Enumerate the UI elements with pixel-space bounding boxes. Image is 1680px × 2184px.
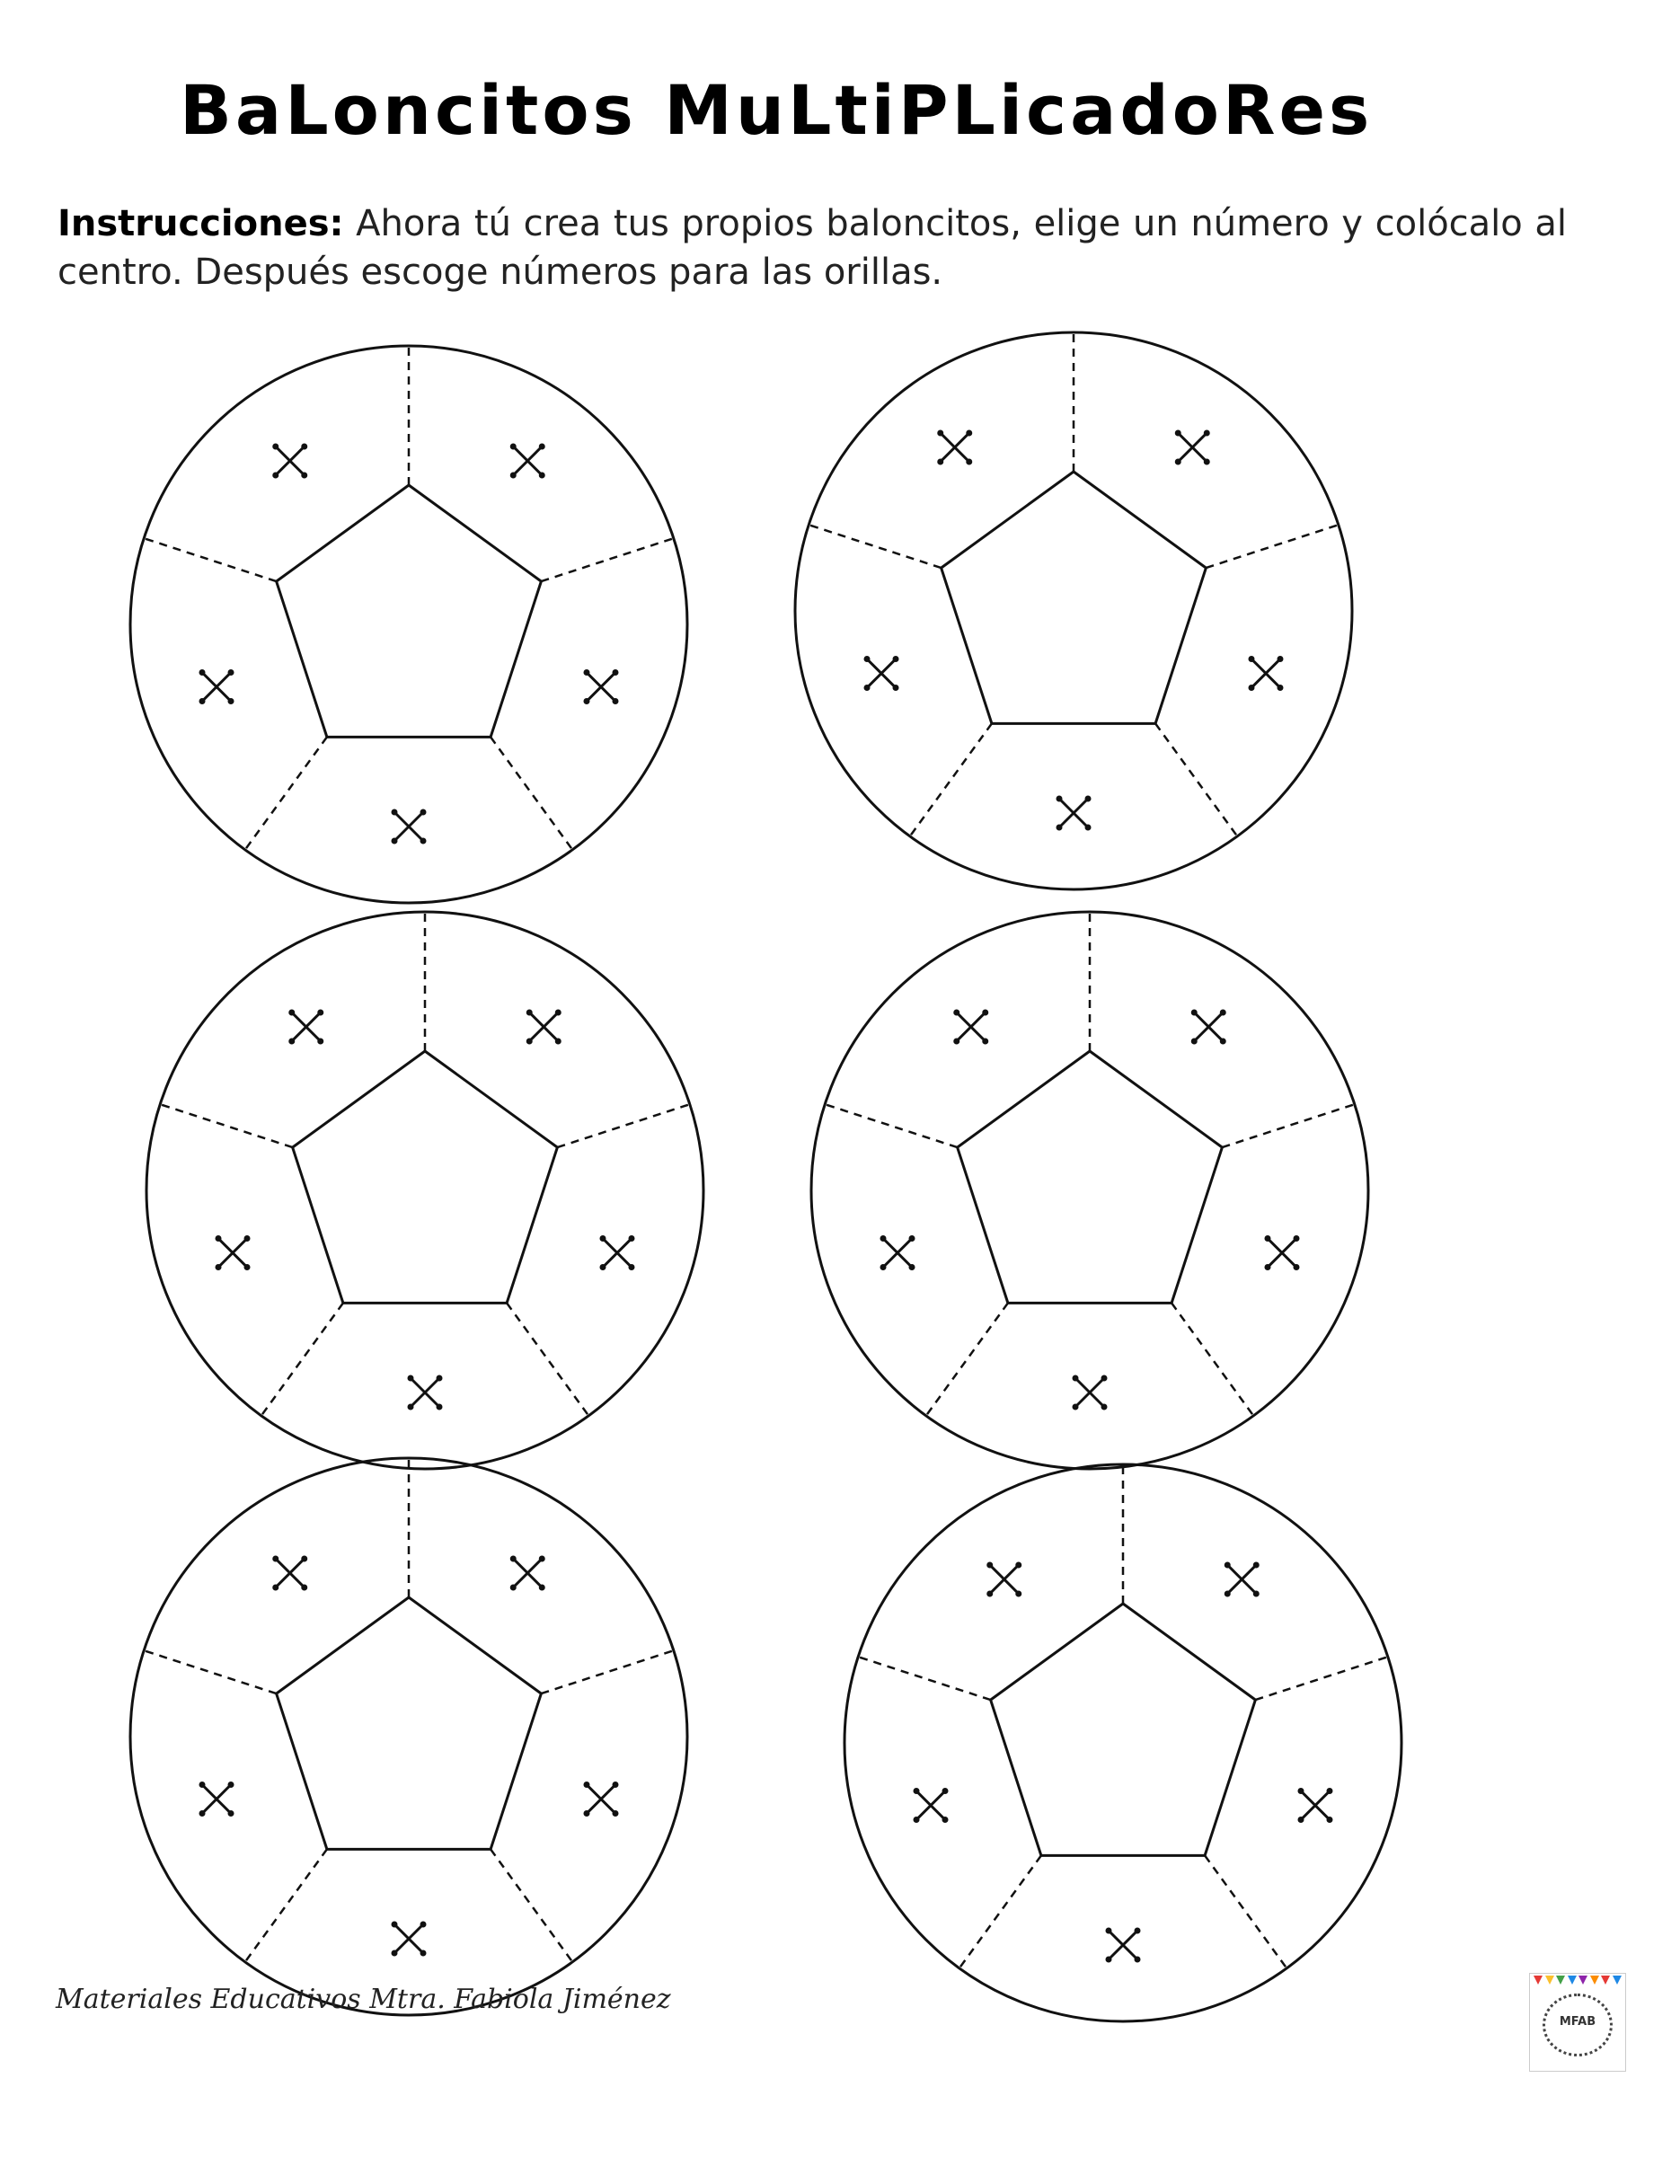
ball-outline [844, 1464, 1401, 2021]
times-sign-icon [1175, 429, 1210, 464]
times-dot [942, 1817, 949, 1823]
dashed-divider [162, 1105, 293, 1147]
ball-3 [142, 907, 708, 1473]
times-dot [1264, 1235, 1270, 1242]
times-dot [199, 1782, 206, 1788]
times-dot [228, 698, 234, 704]
times-dot [555, 1009, 561, 1015]
times-dot [510, 1555, 517, 1561]
ball-outline [795, 332, 1352, 889]
times-dot [420, 809, 427, 816]
times-sign-icon [914, 1788, 949, 1823]
times-dot [1326, 1817, 1332, 1823]
dashed-divider [507, 1303, 588, 1414]
times-sign-icon [408, 1375, 443, 1410]
dashed-divider [911, 723, 992, 835]
times-dot [539, 1584, 545, 1590]
times-dot [1191, 1009, 1198, 1015]
times-dot [893, 656, 899, 662]
times-dot [199, 1810, 206, 1817]
times-dot [288, 1038, 295, 1044]
times-dot [864, 656, 871, 662]
times-dot [1015, 1561, 1021, 1568]
dashed-divider [1155, 723, 1236, 835]
times-dot [880, 1235, 887, 1242]
dashed-divider [491, 737, 571, 848]
times-dot [1220, 1038, 1226, 1044]
times-dot [1175, 429, 1181, 436]
times-dot [1057, 825, 1063, 831]
times-dot [1220, 1009, 1226, 1015]
times-dot [301, 1584, 307, 1590]
times-sign-icon [199, 669, 234, 704]
times-sign-icon [510, 1555, 545, 1590]
instructions-label: Instrucciones: [57, 203, 344, 244]
times-dot [272, 443, 279, 449]
times-dot [216, 1235, 222, 1242]
page-title: BaLoncitos MuLtiPLicadoRes [180, 70, 1374, 150]
times-dot [880, 1264, 887, 1270]
times-dot [1073, 1375, 1079, 1382]
times-sign-icon [272, 443, 307, 478]
times-dot [1135, 1928, 1141, 1934]
ball-outline [811, 912, 1368, 1469]
dashed-divider [557, 1105, 688, 1147]
times-dot [583, 698, 589, 704]
times-sign-icon [599, 1235, 634, 1270]
times-sign-icon [1191, 1009, 1226, 1044]
times-sign-icon [526, 1009, 561, 1044]
times-dot [272, 472, 279, 478]
dashed-divider [1222, 1105, 1353, 1147]
times-sign-icon [392, 1922, 427, 1957]
dashed-divider [1255, 1658, 1386, 1700]
times-dot [612, 1782, 618, 1788]
times-dot [986, 1561, 993, 1568]
center-pentagon [958, 1051, 1223, 1303]
times-sign-icon [1106, 1928, 1141, 1963]
ball-outline [130, 1458, 687, 2015]
center-pentagon [277, 485, 542, 737]
times-sign-icon [1264, 1235, 1299, 1270]
times-sign-icon [288, 1009, 323, 1044]
dashed-divider [246, 737, 327, 848]
times-dot [982, 1009, 988, 1015]
dashed-divider [860, 1658, 991, 1700]
times-dot [317, 1038, 323, 1044]
times-dot [986, 1590, 993, 1596]
times-dot [1015, 1590, 1021, 1596]
times-dot [216, 1264, 222, 1270]
dashed-divider [960, 1855, 1041, 1967]
times-dot [1106, 1928, 1112, 1934]
times-sign-icon [216, 1235, 251, 1270]
times-dot [1293, 1264, 1299, 1270]
times-dot [583, 1810, 589, 1817]
dashed-divider [1172, 1303, 1252, 1414]
dashed-divider [810, 526, 942, 568]
times-dot [1326, 1788, 1332, 1794]
dashed-divider [262, 1303, 343, 1414]
times-sign-icon [1225, 1561, 1260, 1596]
times-dot [583, 1782, 589, 1788]
times-dot [392, 809, 398, 816]
times-dot [953, 1009, 959, 1015]
times-dot [864, 685, 871, 691]
ball-5 [126, 1454, 692, 2020]
times-sign-icon [864, 656, 899, 691]
dashed-divider [541, 1651, 672, 1693]
times-dot [966, 429, 972, 436]
times-sign-icon [953, 1009, 988, 1044]
times-dot [228, 1782, 234, 1788]
times-dot [301, 1555, 307, 1561]
times-dot [228, 669, 234, 676]
times-sign-icon [510, 443, 545, 478]
times-dot [420, 838, 427, 844]
times-dot [1204, 458, 1210, 464]
instructions-text: Ahora tú crea tus propios baloncitos, elige un número y colócalo al centro. Después escoge números para las orillas. [57, 203, 1568, 293]
times-dot [510, 1584, 517, 1590]
dashed-divider [491, 1849, 571, 1960]
times-dot [583, 669, 589, 676]
times-sign-icon [880, 1235, 915, 1270]
ball-1 [126, 341, 692, 907]
times-dot [539, 1555, 545, 1561]
times-dot [1101, 1375, 1108, 1382]
times-dot [1277, 685, 1283, 691]
times-dot [1073, 1404, 1079, 1410]
times-dot [966, 458, 972, 464]
center-pentagon [942, 472, 1207, 723]
center-pentagon [991, 1604, 1256, 1855]
times-dot [1248, 656, 1254, 662]
times-dot [1191, 1038, 1198, 1044]
times-dot [510, 472, 517, 478]
times-dot [1253, 1561, 1260, 1568]
times-dot [420, 1922, 427, 1928]
times-dot [272, 1555, 279, 1561]
bunting-flags-icon [1534, 1976, 1622, 1986]
times-dot [1057, 796, 1063, 802]
times-dot [612, 1810, 618, 1817]
times-dot [244, 1264, 251, 1270]
times-dot [1175, 458, 1181, 464]
footer-credit: Materiales Educativos Mtra. Fabiola Jiménez [56, 1984, 671, 2015]
times-sign-icon [1297, 1788, 1332, 1823]
times-dot [539, 443, 545, 449]
dashed-divider [246, 1849, 327, 1960]
times-dot [510, 443, 517, 449]
logo-text: MFAB [1559, 2015, 1596, 2029]
times-sign-icon [1248, 656, 1283, 691]
times-dot [612, 669, 618, 676]
times-dot [199, 669, 206, 676]
times-dot [408, 1375, 414, 1382]
mfab-logo [1529, 1973, 1626, 2072]
times-dot [1106, 1957, 1112, 1963]
center-pentagon [277, 1597, 542, 1849]
times-sign-icon [272, 1555, 307, 1590]
times-dot [1085, 825, 1092, 831]
times-dot [1101, 1404, 1108, 1410]
times-dot [1204, 429, 1210, 436]
times-dot [942, 1788, 949, 1794]
times-dot [317, 1009, 323, 1015]
dashed-divider [827, 1105, 958, 1147]
times-dot [628, 1235, 634, 1242]
times-dot [199, 698, 206, 704]
times-dot [437, 1404, 443, 1410]
times-dot [1277, 656, 1283, 662]
times-dot [301, 472, 307, 478]
times-dot [555, 1038, 561, 1044]
times-sign-icon [583, 1782, 618, 1817]
times-dot [893, 685, 899, 691]
ball-4 [807, 907, 1373, 1473]
times-dot [1264, 1264, 1270, 1270]
ball-outline [130, 346, 687, 903]
times-dot [937, 429, 943, 436]
times-dot [914, 1817, 920, 1823]
times-dot [1085, 796, 1092, 802]
times-sign-icon [392, 809, 427, 844]
dashed-divider [541, 539, 672, 581]
times-dot [526, 1009, 533, 1015]
times-dot [1225, 1590, 1231, 1596]
times-dot [612, 698, 618, 704]
ball-outline [146, 912, 703, 1469]
times-dot [937, 458, 943, 464]
times-dot [909, 1264, 915, 1270]
times-sign-icon [986, 1561, 1021, 1596]
times-sign-icon [199, 1782, 234, 1817]
times-dot [1253, 1590, 1260, 1596]
times-dot [628, 1264, 634, 1270]
times-sign-icon [1073, 1375, 1108, 1410]
times-dot [392, 1950, 398, 1957]
times-sign-icon [1057, 796, 1092, 831]
dashed-divider [927, 1303, 1008, 1414]
times-dot [272, 1584, 279, 1590]
times-dot [1135, 1957, 1141, 1963]
dashed-divider [146, 539, 277, 581]
instructions-paragraph [57, 199, 1567, 296]
times-dot [1248, 685, 1254, 691]
times-dot [301, 443, 307, 449]
dashed-divider [1205, 1855, 1286, 1967]
times-sign-icon [937, 429, 972, 464]
times-dot [599, 1235, 606, 1242]
times-dot [1225, 1561, 1231, 1568]
times-dot [526, 1038, 533, 1044]
center-pentagon [293, 1051, 558, 1303]
times-dot [539, 472, 545, 478]
ball-6 [840, 1460, 1406, 2026]
times-dot [244, 1235, 251, 1242]
times-dot [420, 1950, 427, 1957]
times-dot [392, 838, 398, 844]
ball-2 [791, 328, 1357, 894]
times-dot [953, 1038, 959, 1044]
dashed-divider [1206, 526, 1337, 568]
times-dot [1297, 1817, 1304, 1823]
times-dot [909, 1235, 915, 1242]
times-dot [228, 1810, 234, 1817]
times-dot [437, 1375, 443, 1382]
times-dot [392, 1922, 398, 1928]
times-dot [1293, 1235, 1299, 1242]
times-dot [288, 1009, 295, 1015]
times-dot [408, 1404, 414, 1410]
times-dot [982, 1038, 988, 1044]
dashed-divider [146, 1651, 277, 1693]
times-dot [914, 1788, 920, 1794]
times-dot [599, 1264, 606, 1270]
times-sign-icon [583, 669, 618, 704]
times-dot [1297, 1788, 1304, 1794]
